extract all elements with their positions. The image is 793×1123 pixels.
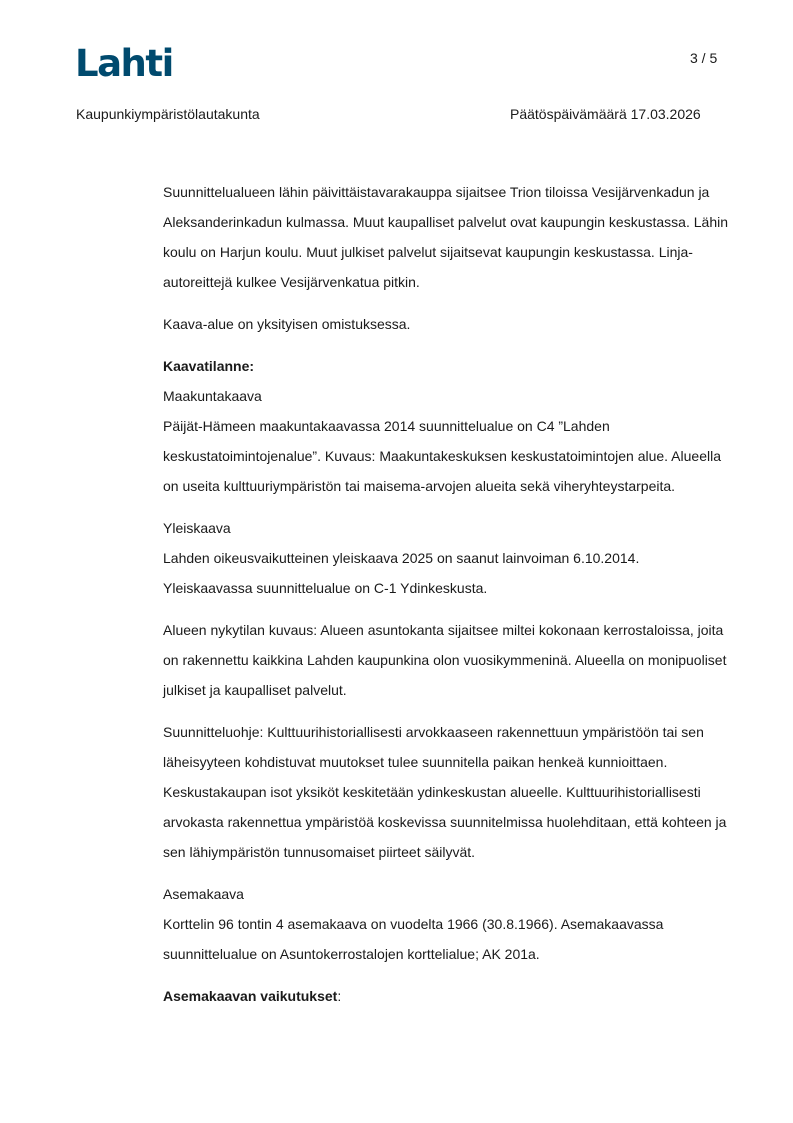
board-name: Kaupunkiympäristölautakunta [76, 106, 260, 122]
lahti-logo: Lahti [75, 42, 173, 85]
page-number: 3 / 5 [690, 50, 718, 66]
heading-kaavatilanne: Kaavatilanne: [163, 358, 255, 374]
decision-date: Päätöspäivämäärä 17.03.2026 [510, 106, 701, 122]
paragraph-maakuntakaava: Päijät-Hämeen maakuntakaavassa 2014 suunnittelualue on C4 ”Lahden keskustatoimintojenalue”. Kuvaus: Maakuntakeskuksen keskustatoimintojen alue. Alueella on useita kulttuuriympäristön tai maisema-arvojen alueita sekä viheryhteystarpeita. [163, 418, 721, 494]
paragraph-asemakaava: Korttelin 96 tontin 4 asemakaava on vuodelta 1966 (30.8.1966). Asemakaavassa suunnittelualue on Asuntokerrostalojen korttelialue; AK 201a. [163, 916, 664, 962]
paragraph-yleiskaava: Lahden oikeusvaikutteinen yleiskaava 2025 on saanut lainvoiman 6.10.2014. Yleiskaavassa suunnittelualue on C-1 Ydinkeskusta. [163, 550, 640, 596]
heading-maakuntakaava: Maakuntakaava [163, 388, 262, 404]
heading-vaikutukset-text: Asemakaavan vaikutukset [163, 988, 338, 1004]
heading-yleiskaava: Yleiskaava [163, 520, 231, 536]
paragraph-ownership: Kaava-alue on yksityisen omistuksessa. [163, 316, 411, 332]
paragraph-nykytila: Alueen nykytilan kuvaus: Alueen asuntokanta sijaitsee miltei kokonaan kerrostaloissa, joita on rakennettu kaikkina Lahden kaupunkina olon vuosikymmeninä. Alueella on monipuoliset julkiset ja kaupalliset palvelut. [163, 622, 727, 698]
heading-vaikutukset [163, 981, 728, 1011]
heading-asemakaava: Asemakaava [163, 886, 244, 902]
paragraph-suunnitteluohje: Suunnitteluohje: Kulttuurihistoriallisesti arvokkaaseen rakennettuun ympäristöön tai sen läheisyyteen kohdistuvat muutokset tulee suunnitella paikan henkeä kunnioittaen. Keskustakaupan isot yksiköt keskitetään ydinkeskustan alueelle. Kulttuurihistoriallisesti arvokasta rakennettua ympäristöä koskevissa suunnitelmissa huolehditaan, että kohteen ja sen lähiympäristön tunnusomaiset piirteet säilyvät. [163, 724, 727, 860]
paragraph-services: Suunnittelualueen lähin päivittäistavarakauppa sijaitsee Trion tiloissa Vesijärvenkadun ja Aleksanderinkadun kulmassa. Muut kaupalliset palvelut ovat kaupungin keskustassa. Lähin koulu on Harjun koulu. Muut julkiset palvelut sijaitsevat kaupungin keskustassa. Linja-autoreittejä kulkee Vesijärvenkatua pitkin. [163, 184, 729, 290]
document-body [163, 177, 728, 1011]
heading-vaikutukset-colon: : [337, 988, 342, 1004]
